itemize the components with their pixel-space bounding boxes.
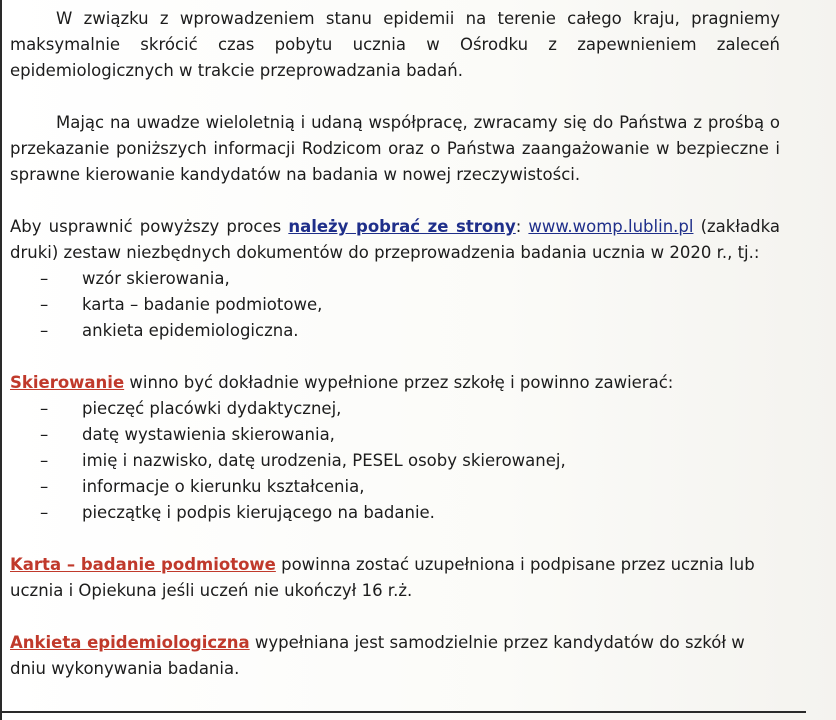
download-colon: : (515, 217, 529, 236)
paragraph-epidemic: W związku z wprowadzeniem stanu epidemii na terenie całego kraju, pragniemy maksymalnie skrócić czas pobytu ucznia w Ośrodku z zapewnieniem zaleceń epidemiologicznych w trakcie przeprowadzania badań. (10, 9, 780, 80)
karta-text: powinna zostać uzupełniona i podpisane przez ucznia lub ucznia i Opiekuna jeśli uczeń nie ukończył 16 r.ż. (10, 555, 755, 600)
list-item (10, 500, 780, 526)
list-item-text: karta – badanie podmiotowe, (82, 295, 323, 314)
list-item (10, 448, 780, 474)
dash-bullet: – (40, 477, 49, 496)
karta-term: Karta – badanie podmiotowe (10, 555, 276, 574)
bottom-border-line (0, 711, 806, 713)
list-item-text: ankieta epidemiologiczna. (82, 321, 299, 340)
dash-bullet: – (40, 399, 49, 418)
paragraph-download (10, 214, 780, 266)
dash-bullet: – (40, 425, 49, 444)
ankieta-term: Ankieta epidemiologiczna (10, 633, 250, 652)
list-item-text: informacje o kierunku kształcenia, (82, 477, 365, 496)
document-body (10, 6, 780, 682)
skierowanie-text: winno być dokładnie wypełnione przez szkołę i powinno zawierać: (124, 373, 674, 392)
paragraph-karta (10, 552, 780, 604)
skierowanie-term: Skierowanie (10, 373, 125, 392)
dash-bullet: – (40, 451, 49, 470)
download-highlight: należy pobrać ze strony (288, 217, 516, 236)
dash-bullet: – (40, 321, 49, 340)
skierowanie-list (10, 396, 780, 526)
list-item-text: imię i nazwisko, datę urodzenia, PESEL osoby skierowanej, (82, 451, 566, 470)
dash-bullet: – (40, 295, 49, 314)
dash-bullet: – (40, 269, 49, 288)
list-item (10, 396, 780, 422)
list-item (10, 318, 780, 344)
list-item-text: datę wystawienia skierowania, (82, 425, 335, 444)
paragraph-ankieta (10, 630, 780, 682)
left-border-line (0, 0, 2, 720)
website-link[interactable]: www.womp.lublin.pl (528, 217, 694, 236)
paragraph-skierowanie (10, 370, 780, 396)
documents-list (10, 266, 780, 344)
list-item (10, 266, 780, 292)
list-item (10, 474, 780, 500)
download-rest: (zakładka druki) zestaw niezbędnych dokumentów do przeprowadzenia badania ucznia w 2020 r., tj.: (10, 217, 780, 262)
paragraph-cooperation: Mając na uwadze wieloletnią i udaną współpracę, zwracamy się do Państwa z prośbą o przekazanie poniższych informacji Rodzicom oraz o Państwa zaangażowanie w bezpieczne i sprawne kierowanie kandydatów na badania w nowej rzeczywistości. (10, 113, 780, 184)
download-lead: Aby usprawnić powyższy proces (10, 217, 289, 236)
ankieta-text: wypełniana jest samodzielnie przez kandydatów do szkół w dniu wykonywania badania. (10, 633, 745, 678)
list-item-text: pieczęć placówki dydaktycznej, (82, 399, 342, 418)
list-item-text: pieczątkę i podpis kierującego na badanie. (82, 503, 435, 522)
list-item (10, 422, 780, 448)
list-item-text: wzór skierowania, (82, 269, 230, 288)
list-item (10, 292, 780, 318)
dash-bullet: – (40, 503, 49, 522)
